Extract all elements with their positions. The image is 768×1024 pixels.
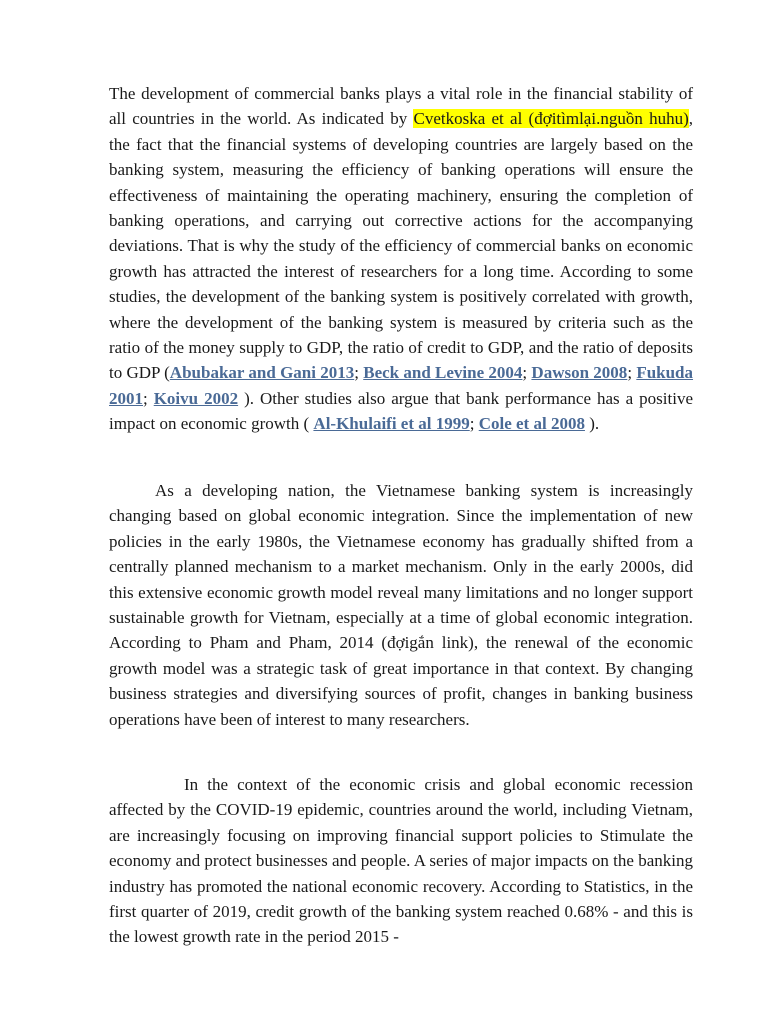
citation-separator: ;: [354, 363, 364, 383]
citation-link-cole[interactable]: Cole et al 2008: [478, 414, 585, 434]
paragraph-3: In the context of the economic crisis and global economic recession affected by the COVID-19 epidemic, countries around the world, including Vietnam, are increasingly focusing on improving financial support policies to Stimulate the economy and protect businesses and people. A series of major impacts on the banking industry has promoted the national economic recovery. According to Statistics, in the first quarter of 2019, credit growth of the banking system reached 0.68% - and this is the lowest growth rate in the period 2015 -: [109, 775, 693, 947]
citation-link-dawson[interactable]: Dawson 2008: [531, 363, 628, 383]
paragraph-1: [109, 81, 693, 437]
highlighted-citation: Cvetkoska et al (đợitìmlại.nguồn huhu): [413, 109, 689, 129]
citation-separator: ;: [627, 363, 637, 383]
citation-link-fukuda[interactable]: Fukuda 2001: [109, 363, 694, 408]
citation-link-al-khulaifi[interactable]: Al-Khulaifi et al 1999: [313, 414, 470, 434]
citation-link-koivu[interactable]: Koivu 2002: [153, 388, 239, 408]
paragraph-1-text-c: ). Other studies also argue that bank performance has a positive impact on economic growth (: [109, 388, 693, 434]
paragraph-1-text-b: , the fact that the financial systems of developing countries are largely based on the banking system, measuring the efficiency of banking operations will ensure the effectiveness of maintaining the operating machinery, ensuring the completion of banking operations, and carrying out corrective actions for the accompanying deviations. That is why the study of the efficiency of commercial banks on economic growth has attracted the interest of researchers for a long time. According to some studies, the development of the banking system is positively correlated with growth, where the development of the banking system is measured by criteria such as the ratio of the money supply to GDP, the ratio of credit to GDP, and the ratio of deposits to GDP (: [109, 109, 693, 383]
paragraph-1-text-d: ).: [584, 414, 600, 434]
citation-separator: ;: [522, 363, 532, 383]
citation-link-abubakar-gani[interactable]: Abubakar and Gani 2013: [169, 363, 355, 383]
citation-link-beck-levine[interactable]: Beck and Levine 2004: [363, 363, 523, 383]
citation-separator: ;: [469, 414, 479, 434]
paragraph-2: As a developing nation, the Vietnamese banking system is increasingly changing based on global economic integration. Since the implementation of new policies in the early 1980s, the Vietnamese economy has gradually shifted from a centrally planned mechanism to a market mechanism. Only in the early 2000s, did this extensive economic growth model reveal many limitations and no longer support sustainable growth for Vietnam, especially at a time of global economic integration. According to Pham and Pham, 2014 (đợigắn link), the renewal of the economic growth model was a strategic task of great importance in that context. By changing business strategies and diversifying sources of profit, changes in banking business operations have been of interest to many researchers.: [109, 481, 693, 729]
paragraph-1-text-a: The development of commercial banks plays a vital role in the financial stability of all countries in the world. As indicated by: [109, 84, 693, 129]
citation-separator: ;: [143, 388, 154, 408]
